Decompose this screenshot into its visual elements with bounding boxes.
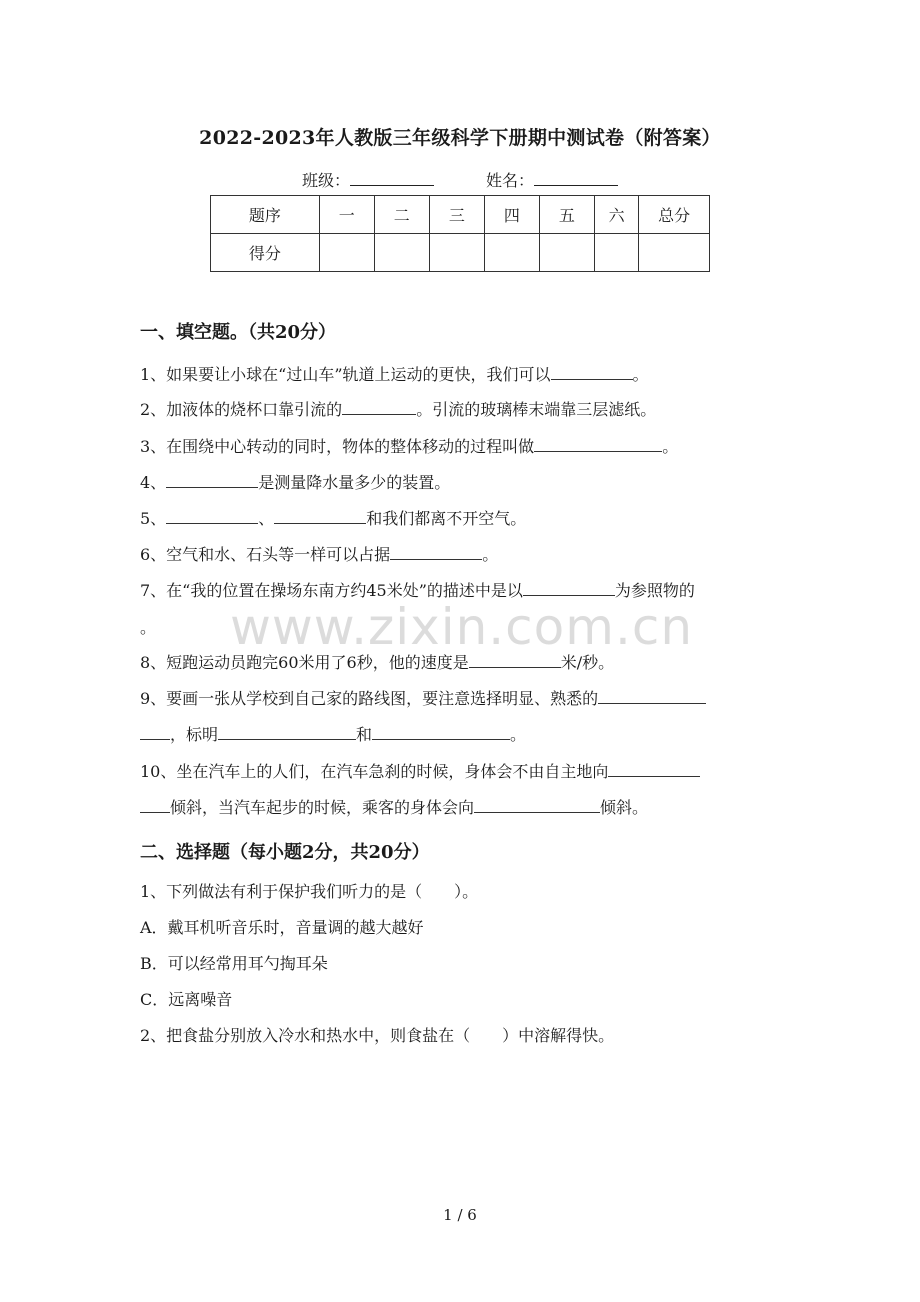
answer-blank (523, 580, 615, 596)
exam-title: 2022-2023年人教版三年级科学下册期中测试卷（附答案） (199, 127, 721, 149)
answer-blank (474, 797, 600, 813)
question-text: 和我们都离不开空气。 (366, 509, 527, 528)
question-text: 。引流的玻璃棒末端靠三层滤纸。 (416, 400, 657, 419)
question-2-1: 1、下列做法有利于保护我们听力的是（ ）。 (140, 882, 479, 901)
question-1-10 (140, 761, 782, 783)
question-1-4 (140, 472, 782, 494)
header-cell-2: 二 (374, 196, 429, 234)
question-text: 倾斜。 (600, 798, 649, 817)
answer-blank (274, 508, 366, 524)
question-text: 2、加液体的烧杯口靠引流的 (140, 400, 343, 419)
option-c: C．远离噪音 (140, 990, 233, 1009)
answer-blank (372, 724, 510, 740)
section2-heading: 二、选择题（每小题2分，共20分） (140, 842, 430, 863)
answer-blank (166, 508, 258, 524)
score-table (210, 195, 710, 272)
question-2-2: 2、把食盐分别放入冷水和热水中，则食盐在（ ）中溶解得快。 (140, 1026, 615, 1045)
question-1-1 (140, 364, 782, 386)
answer-blank (218, 724, 356, 740)
question-text: 10、坐在汽车上的人们，在汽车急刹的时候，身体会不由自主地向 (140, 762, 609, 781)
question-text: 5、 (140, 509, 167, 528)
question-1-2 (140, 399, 782, 421)
score-cell (484, 234, 539, 272)
question-text: 4、 (140, 473, 167, 492)
watermark-text: www.zixin.com.cn (230, 598, 694, 656)
option-a: A．戴耳机听音乐时，音量调的越大越好 (140, 918, 424, 937)
student-info (0, 168, 920, 191)
question-1-6 (140, 544, 782, 566)
score-table-score-row (211, 234, 710, 272)
question-1-9 (140, 688, 782, 710)
header-cell-4: 四 (484, 196, 539, 234)
header-cell-total: 总分 (639, 196, 710, 234)
question-text: 和 (356, 725, 373, 744)
answer-blank (469, 652, 561, 668)
score-row-label: 得分 (211, 234, 320, 272)
answer-blank (342, 399, 416, 415)
question-text: 。 (662, 437, 679, 456)
score-table-header-row (211, 196, 710, 234)
question-1-7-continued: 。 (140, 618, 157, 637)
header-cell-3: 三 (429, 196, 484, 234)
score-cell (319, 234, 374, 272)
answer-blank (598, 688, 706, 704)
name-blank (534, 169, 618, 186)
question-1-9-continued (140, 724, 782, 746)
class-blank (350, 169, 434, 186)
question-text: 。 (632, 365, 649, 384)
question-text: 是测量降水量多少的装置。 (258, 473, 451, 492)
header-cell-5: 五 (539, 196, 594, 234)
question-1-3 (140, 436, 782, 458)
header-cell-order: 题序 (211, 196, 320, 234)
answer-blank (551, 364, 633, 380)
score-cell (594, 234, 638, 272)
question-text: 1、如果要让小球在“过山车”轨道上运动的更快，我们可以 (140, 365, 551, 384)
answer-blank (140, 724, 170, 740)
question-text: 9、要画一张从学校到自己家的路线图，要注意选择明显、熟悉的 (140, 689, 599, 708)
question-text: 6、空气和水、石头等一样可以占据 (140, 545, 391, 564)
page-number: 1 / 6 (443, 1206, 477, 1224)
score-cell (374, 234, 429, 272)
question-text: 8、短跑运动员跑完60米用了6秒，他的速度是 (140, 653, 469, 672)
header-cell-1: 一 (319, 196, 374, 234)
answer-blank (534, 436, 662, 452)
name-label: 姓名： (486, 171, 535, 190)
score-cell (639, 234, 710, 272)
question-text: 为参照物的 (614, 581, 695, 600)
option-b: B．可以经常用耳勺掏耳朵 (140, 954, 328, 973)
header-cell-6: 六 (594, 196, 638, 234)
answer-blank (166, 472, 258, 488)
answer-blank (608, 761, 700, 777)
question-text: 7、在“我的位置在操场东南方约45米处”的描述中是以 (140, 581, 523, 600)
score-cell (539, 234, 594, 272)
question-text: 。 (482, 545, 499, 564)
section1-heading: 一、填空题。（共20分） (140, 322, 337, 343)
question-text: 。 (510, 725, 527, 744)
question-text: 倾斜，当汽车起步的时候，乘客的身体会向 (170, 798, 475, 817)
question-1-8 (140, 652, 782, 674)
question-text: 米/秒。 (560, 653, 615, 672)
answer-blank (140, 797, 170, 813)
question-1-5 (140, 508, 782, 530)
question-text: ，标明 (170, 725, 219, 744)
question-text: 、 (258, 509, 275, 528)
question-text: 3、在围绕中心转动的同时，物体的整体移动的过程叫做 (140, 437, 535, 456)
answer-blank (390, 544, 482, 560)
class-label: 班级： (301, 171, 350, 190)
score-cell (429, 234, 484, 272)
question-1-10-continued (140, 797, 782, 819)
